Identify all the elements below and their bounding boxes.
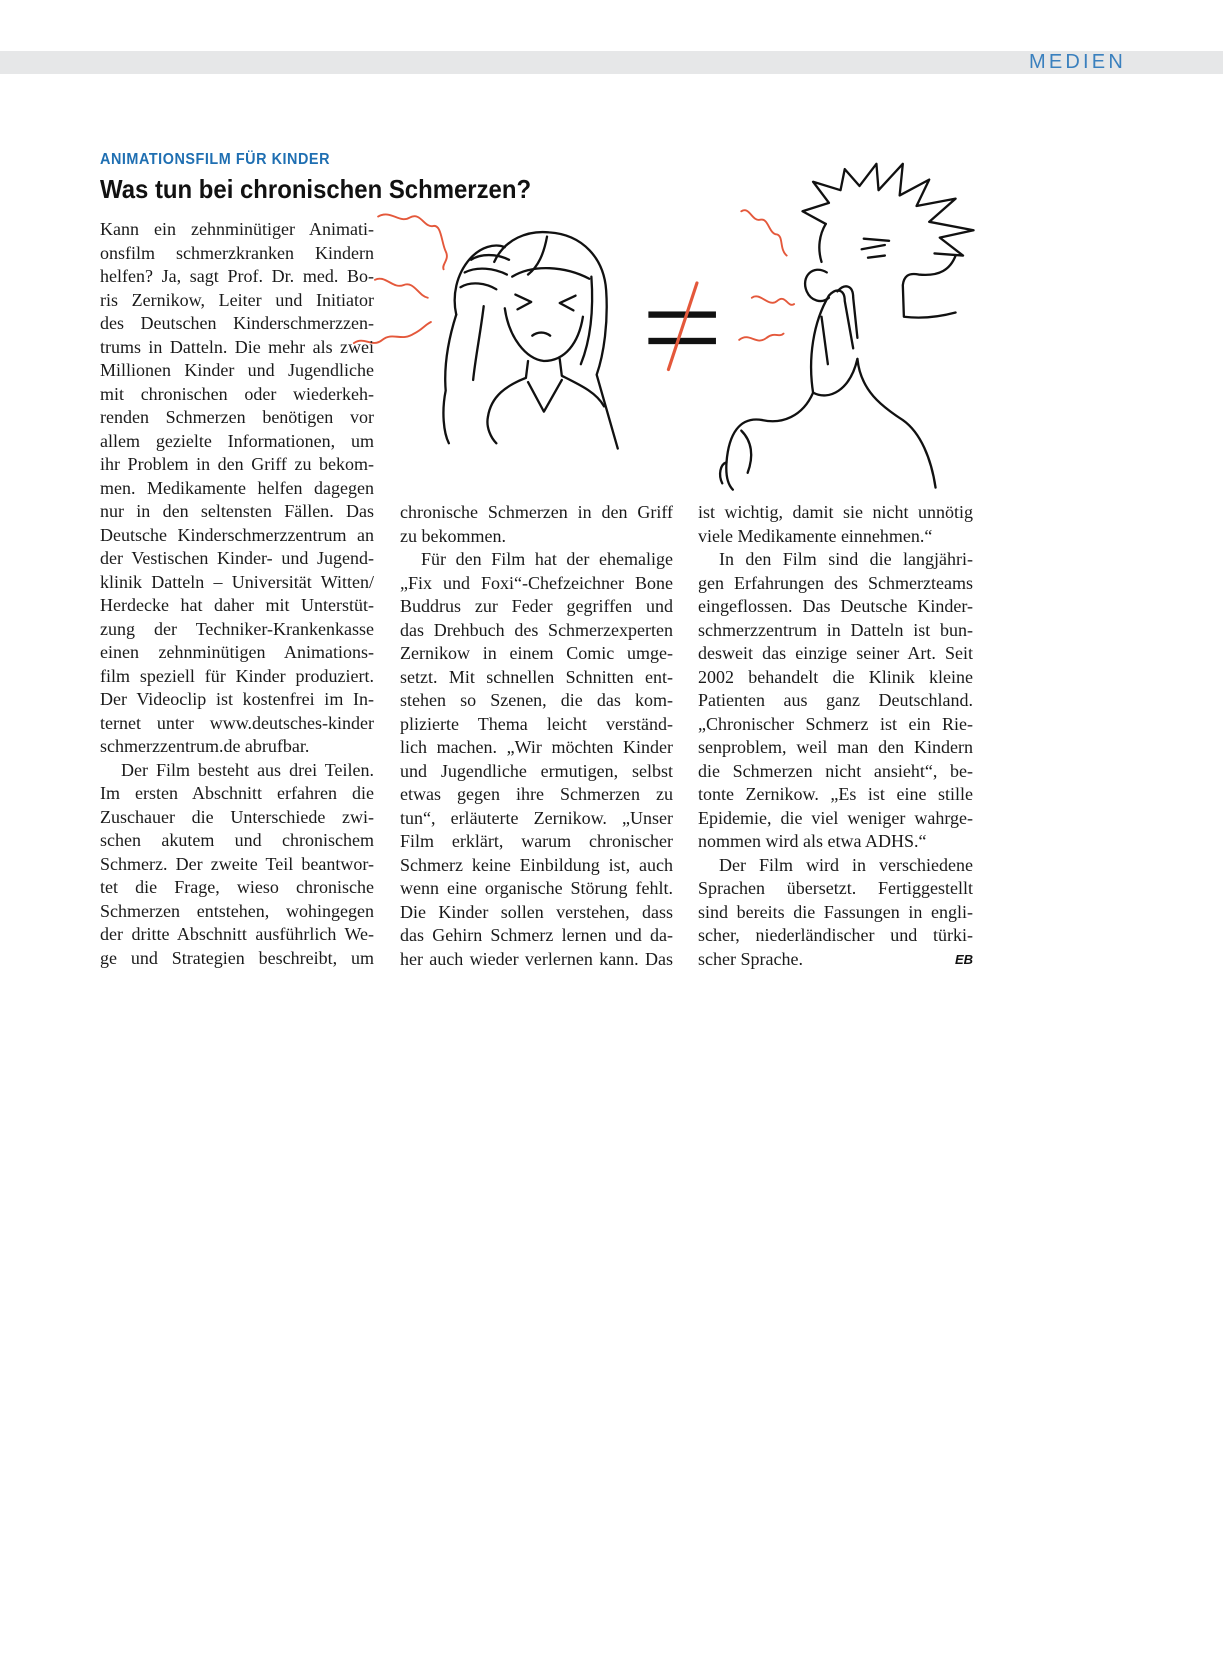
text-line: Kann ein zehnminütiger Animati- <box>100 219 374 239</box>
text-line: Zuschauer die Unterschiede zwi- <box>100 806 374 827</box>
article-column-3 <box>698 501 973 971</box>
text-line: „Fix und Foxi“-Chefzeichner Bone <box>400 572 673 593</box>
text-line: film speziell für Kinder produziert. <box>100 665 374 686</box>
text-line: ihr Problem in den Griff zu bekom- <box>100 454 374 474</box>
text-line: Der Film besteht aus drei Teilen. <box>121 759 374 780</box>
paragraph <box>400 548 673 971</box>
text-line: ternet unter www.deutsches-kinder <box>100 712 374 733</box>
text-line: Zernikow in einem Comic umge- <box>400 643 673 663</box>
text-line: her auch wieder verlernen kann. Das <box>400 948 673 969</box>
not-equal-sign-icon <box>648 283 716 369</box>
article-column-1 <box>100 218 374 970</box>
text-line: plizierte Thema leicht verständ- <box>400 713 673 734</box>
article-title: Was tun bei chronischen Schmerzen? <box>100 174 532 204</box>
pain-squiggle-icon <box>739 210 794 340</box>
text-line: ge und Strategien beschreibt, um <box>100 947 374 968</box>
text-line: eingeflossen. Das Deutsche Kinder- <box>698 596 973 616</box>
text-line: men. Medikamente helfen dagegen <box>100 477 374 498</box>
text-line: setzt. Mit schnellen Schnitten ent- <box>400 666 673 687</box>
text-line: trums in Datteln. Die mehr als zwei <box>100 336 374 357</box>
text-line: nur in den seltensten Fällen. Das <box>100 501 374 521</box>
text-line: allem gezielte Informationen, um <box>100 430 374 451</box>
text-line: und Jugendliche ermutigen, selbst <box>400 760 673 781</box>
article-kicker: ANIMATIONSFILM FÜR KINDER <box>100 151 331 168</box>
text-line: Buddrus zur Feder gegriffen und <box>400 596 673 616</box>
text-line: helfen? Ja, sagt Prof. Dr. med. Bo- <box>100 266 374 286</box>
text-line: zung der Techniker-Krankenkasse <box>100 618 374 639</box>
text-line: Die Kinder sollen verstehen, dass <box>400 901 673 922</box>
text-line: tonte Zernikow. „Es ist eine stille <box>698 784 973 804</box>
text-line: chronische Schmerzen in den Griff <box>400 502 673 522</box>
text-line: tun“, erläuterte Zernikow. „Unser <box>400 807 673 828</box>
text-line: In den Film sind die langjähri- <box>719 549 973 569</box>
text-line: klinik Datteln – Universität Witten/ <box>100 571 374 592</box>
paragraph <box>100 759 374 971</box>
text-line: Der Videoclip ist kostenfrei im In- <box>100 689 374 709</box>
text-line: zu bekommen. <box>400 525 506 546</box>
text-line: Sprachen übersetzt. Fertiggestellt <box>698 878 973 898</box>
text-line: „Chronischer Schmerz ist ein Rie- <box>698 713 973 734</box>
paragraph <box>100 218 374 759</box>
text-line: scher, niederländischer und türki- <box>698 925 973 945</box>
text-line: Millionen Kinder und Jugendliche <box>100 360 374 380</box>
text-line: Im ersten Abschnitt erfahren die <box>100 783 374 803</box>
paragraph <box>698 548 973 854</box>
text-line: lich machen. „Wir möchten Kinder <box>400 737 673 757</box>
paragraph <box>698 854 973 972</box>
text-line: onsfilm schmerzkranken Kindern <box>100 242 374 263</box>
text-line: schmerzzentrum.de abrufbar. <box>100 736 310 756</box>
text-line: Deutsche Kinderschmerzzentrum an <box>100 524 374 545</box>
text-line: ris Zernikow, Leiter und Initiator <box>100 289 374 310</box>
author-initials: EB <box>954 952 973 967</box>
text-line: Epidemie, die viel weniger wahrge- <box>698 807 973 828</box>
text-line: nommen wird als etwa ADHS.“ <box>698 831 927 851</box>
section-label: MEDIEN <box>1029 51 1126 73</box>
text-line: mit chronischen oder wiederkeh- <box>100 383 374 404</box>
text-line: das Drehbuch des Schmerzexperten <box>400 619 673 640</box>
text-line: Herdecke hat daher mit Unterstüt- <box>100 595 374 615</box>
text-line: sind bereits die Fassungen in engli- <box>698 901 973 922</box>
text-line: stehen so Szenen, die das kom- <box>400 690 673 710</box>
article-column-2 <box>400 501 673 971</box>
text-line: renden Schmerzen benötigen vor <box>100 407 374 427</box>
text-line: ist wichtig, damit sie nicht unnötig <box>698 502 973 522</box>
text-line: tet die Frage, wieso chronische <box>100 877 374 897</box>
text-line: senproblem, weil man den Kindern <box>698 737 973 757</box>
text-line: der Vestischen Kinder- und Jugend- <box>100 548 374 568</box>
text-line: etwas gegen ihre Schmerzen zu <box>400 784 673 804</box>
text-line: der dritte Abschnitt ausführlich We- <box>100 924 374 944</box>
text-line: Patienten aus ganz Deutschland. <box>698 690 973 710</box>
text-line: Schmerz. Der zweite Teil beantwor- <box>100 853 374 874</box>
text-line: einen zehnminütigen Animations- <box>100 642 374 662</box>
boy-with-toothache-drawing <box>720 164 973 490</box>
text-line: Für den Film hat der ehemalige <box>421 549 673 569</box>
text-line: des Deutschen Kinderschmerzzen- <box>100 313 374 333</box>
text-line: viele Medikamente einnehmen.“ <box>698 525 933 546</box>
text-line: 2002 behandelt die Klinik kleine <box>698 666 973 687</box>
text-line: scher Sprache. <box>698 948 803 969</box>
girl-with-headache-drawing <box>443 232 617 448</box>
paragraph <box>698 501 973 548</box>
text-line: schen akutem und chronischem <box>100 830 374 850</box>
text-line: Film erklärt, warum chronischer <box>400 831 673 851</box>
text-line: schmerzzentrum in Datteln ist bun- <box>698 619 973 640</box>
text-line: die Schmerzen nicht ansieht“, be- <box>698 760 973 781</box>
text-line: desweit das einzige seiner Art. Seit <box>698 643 973 663</box>
text-line: das Gehirn Schmerz lernen und da- <box>400 925 673 945</box>
text-line: Schmerz keine Einbildung ist, auch <box>400 854 673 875</box>
text-line: gen Erfahrungen des Schmerzteams <box>698 572 973 593</box>
text-line: Schmerzen entstehen, wohingegen <box>100 900 374 921</box>
text-line: Der Film wird in verschiedene <box>719 854 973 875</box>
text-line: wenn eine organische Störung fehlt. <box>400 878 673 898</box>
paragraph <box>400 501 673 548</box>
